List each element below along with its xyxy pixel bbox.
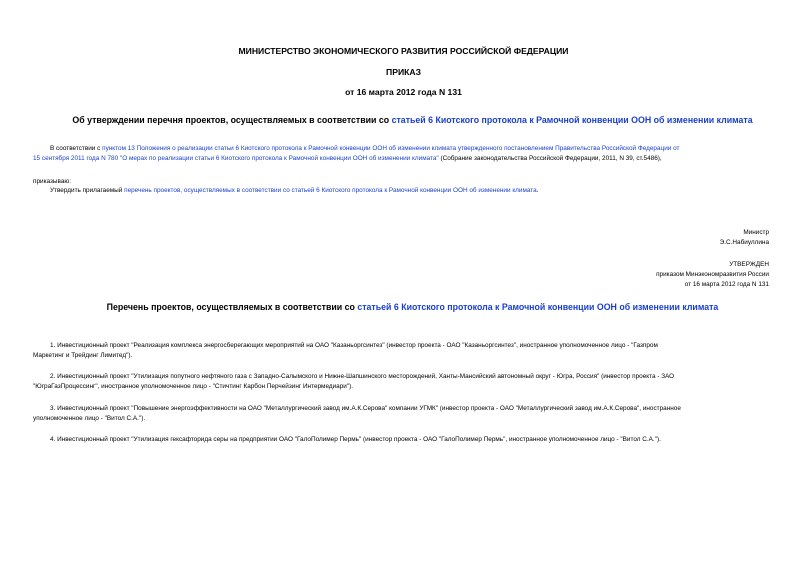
document-date-number: от 16 марта 2012 года N 131 bbox=[345, 87, 462, 97]
list-item: 3. Инвестиционный проект "Повышение энергоэффективности на ОАО "Металлургический завод им.А.К.Серова" компании УГМК" (инвестор проекта - ОАО "Металлургический завод им.А.К.Серова", иностранное bbox=[50, 405, 681, 412]
preamble-line-2 bbox=[33, 154, 783, 164]
order-word: приказываю: bbox=[33, 178, 71, 185]
list-title bbox=[40, 302, 785, 312]
approve-end: . bbox=[536, 187, 539, 194]
list-item-cont: уполномоченное лицо - "Витол С.А."). bbox=[33, 415, 146, 422]
list-item: 4. Инвестиционный проект "Утилизация гексафторида серы на предприятии ОАО "ГалоПолимер Пермь" (инвестор проекта - ОАО "ГалоПолимер Пермь", иностранное уполномоченное лицо - "Витол С.А."). bbox=[50, 436, 661, 443]
approve-text: Утвердить прилагаемый bbox=[50, 187, 125, 194]
resolution-link[interactable]: 15 сентября 2011 года N 780 "О мерах по реализации статьи 6 Киотского протокола к Рамочной конвенции ООН об изменении климата" bbox=[33, 155, 439, 162]
preamble-line-1 bbox=[50, 144, 780, 154]
list-item: 1. Инвестиционный проект "Реализация комплекса энергосберегающих мероприятий на ОАО "Казаньоргсинтез" (инвестор проекта - ОАО "Казаньоргсинтез", иностранное уполномоченное лицо - "Газпром bbox=[50, 342, 658, 349]
signer-position: Министр bbox=[743, 229, 769, 236]
document-type: ПРИКАЗ bbox=[386, 67, 421, 77]
document-title bbox=[40, 115, 785, 125]
title-article-link[interactable]: статьей 6 Киотского протокола к Рамочной конвенции ООН об изменении климата bbox=[391, 115, 753, 125]
preamble-text: В соответствии с bbox=[50, 145, 103, 152]
list-item-cont: "ЮграГазПроцессинг", иностранное уполномоченное лицо - "Стичтинг Карбон Перчейзинг Интермедиари"). bbox=[33, 383, 354, 390]
list-title-text: Перечень проектов, осуществляемых в соответствии со bbox=[106, 302, 358, 312]
title-text: Об утверждении перечня проектов, осуществляемых в соответствии со bbox=[72, 115, 392, 125]
preamble-source: (Собрание законодательства Российской Федерации, 2011, N 39, ст.5486), bbox=[438, 155, 662, 162]
regulation-link[interactable]: пунктом 13 Положения о реализации статьи 6 Киотского протокола к Рамочной конвенции ООН об изменении климата утвержденного постановлением Правительства Российской Федерации от bbox=[102, 145, 680, 152]
approval-by: приказом Минэкономразвития России bbox=[656, 271, 769, 278]
project-list-link[interactable]: перечень проектов, осуществляемых в соответствии со статьей 6 Киотского протокола к Рамочной конвенции ООН об изменении климата bbox=[124, 187, 537, 194]
approval-date: от 16 марта 2012 года N 131 bbox=[684, 281, 769, 288]
order-approve-line bbox=[50, 186, 780, 196]
ministry-heading: МИНИСТЕРСТВО ЭКОНОМИЧЕСКОГО РАЗВИТИЯ РОССИЙСКОЙ ФЕДЕРАЦИИ bbox=[238, 46, 569, 56]
list-item: 2. Инвестиционный проект "Утилизация попутного нефтяного газа с Западно-Салымского и Нижне-Шапшинского месторождений, Ханты-Мансийский автономный округ - Югра, Россия" (инвестор проекта - ЗАО bbox=[50, 373, 675, 380]
approval-label: УТВЕРЖДЕН bbox=[729, 261, 769, 268]
list-title-article-link[interactable]: статьей 6 Киотского протокола к Рамочной конвенции ООН об изменении климата bbox=[357, 302, 719, 312]
signer-name: Э.С.Набиуллина bbox=[719, 239, 769, 246]
list-item-cont: Маркетинг и Трейдинг Лимитед"). bbox=[33, 352, 133, 359]
